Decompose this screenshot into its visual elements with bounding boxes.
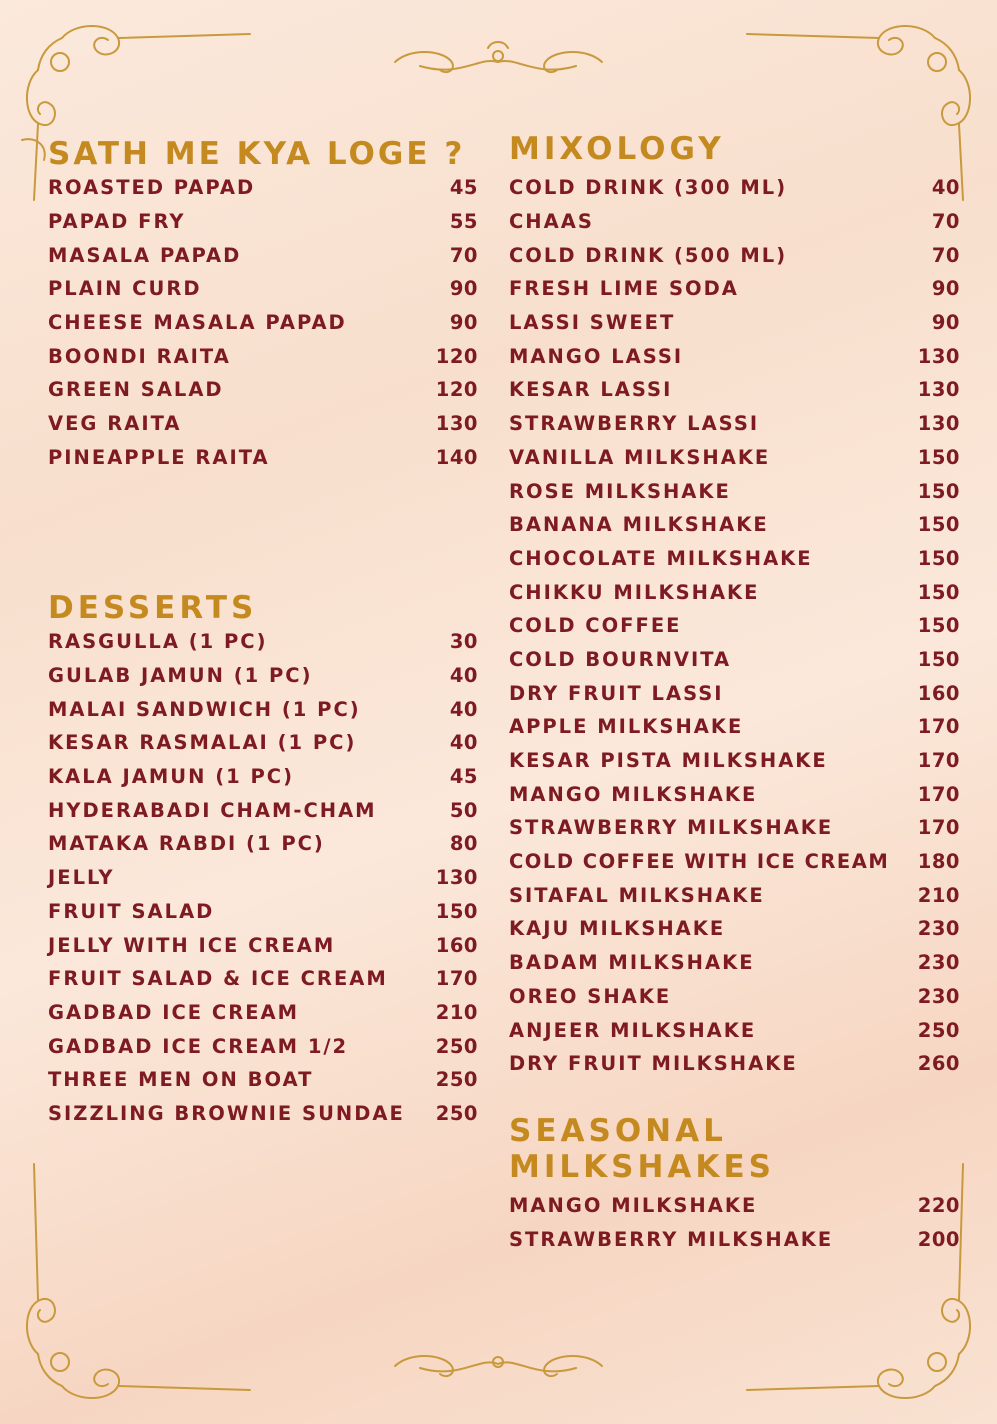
item-price: 120 [435,344,478,368]
item-name: MASALA PAPAD [48,243,242,267]
item-price: 70 [931,210,960,234]
menu-item [48,441,478,475]
item-name: CHIKKU MILKSHAKE [509,580,760,604]
sath-menu-list [48,171,478,474]
menu-item [48,962,478,996]
item-price: 150 [917,647,960,671]
menu-item [509,946,960,980]
menu-item [509,980,960,1014]
item-name: PINEAPPLE RAITA [48,445,270,469]
item-price: 70 [449,243,478,267]
item-price: 150 [435,899,478,923]
item-price: 170 [917,782,960,806]
menu-item [48,861,478,895]
bottom-center-flourish-icon [395,1356,602,1376]
item-name: MATAKA RABDI (1 PC) [48,832,325,856]
menu-item [509,407,960,441]
item-name: STRAWBERRY MILKSHAKE [509,816,834,840]
item-name: VEG RAITA [48,412,182,436]
menu-item [48,407,478,441]
menu-item [509,609,960,643]
section-title-seasonal [509,1113,775,1185]
item-name: STRAWBERRY MILKSHAKE [509,1228,834,1252]
menu-item [48,827,478,861]
item-price: 170 [917,816,960,840]
item-price: 40 [449,664,478,688]
item-name: MANGO LASSI [509,344,684,368]
menu-item [509,306,960,340]
menu-item [48,760,478,794]
item-price: 170 [917,715,960,739]
menu-item [509,508,960,542]
menu-item [48,1063,478,1097]
menu-item [48,692,478,726]
item-name: RASGULLA (1 PC) [48,630,268,654]
item-price: 210 [435,1000,478,1024]
item-name: APPLE MILKSHAKE [509,715,744,739]
item-name: MANGO MILKSHAKE [509,782,758,806]
item-name: GULAB JAMUN (1 PC) [48,664,313,688]
item-price: 150 [917,546,960,570]
menu-item [509,1189,960,1223]
item-name: KALA JAMUN (1 PC) [48,765,294,789]
item-name: CHEESE MASALA PAPAD [48,311,347,335]
item-price: 55 [449,210,478,234]
menu-item [509,339,960,373]
item-price: 90 [931,311,960,335]
menu-item [509,205,960,239]
item-price: 70 [931,243,960,267]
item-price: 45 [449,176,478,200]
item-name: LASSI SWEET [509,311,676,335]
item-price: 220 [917,1194,960,1218]
item-name: STRAWBERRY LASSI [509,412,760,436]
item-name: GADBAD ICE CREAM [48,1000,300,1024]
menu-item [48,205,478,239]
menu-item [48,272,478,306]
item-name: ANJEER MILKSHAKE [509,1018,757,1042]
item-name: THREE MEN ON BOAT [48,1068,314,1092]
item-name: BOONDI RAITA [48,344,231,368]
menu-item [509,474,960,508]
desserts-menu-list [48,625,478,1130]
menu-item [48,171,478,205]
menu-item [509,575,960,609]
item-price: 150 [917,580,960,604]
menu-item [509,811,960,845]
menu-item [48,793,478,827]
item-price: 90 [449,277,478,301]
item-price: 40 [931,176,960,200]
item-name: BANANA MILKSHAKE [509,513,769,537]
item-price: 230 [917,951,960,975]
item-price: 150 [917,614,960,638]
item-price: 150 [917,513,960,537]
item-name: VANILLA MILKSHAKE [509,445,771,469]
item-price: 160 [917,681,960,705]
menu-item [509,710,960,744]
mixology-menu-list [509,171,960,1081]
item-name: ROASTED PAPAD [48,176,256,200]
item-price: 260 [917,1052,960,1076]
item-price: 150 [917,445,960,469]
menu-item [509,744,960,778]
item-price: 230 [917,984,960,1008]
menu-item [509,171,960,205]
menu-item [509,1047,960,1081]
section-title-desserts: DESSERTS [48,590,258,626]
item-price: 160 [435,933,478,957]
section-title-mixology: MIXOLOGY [509,131,725,167]
item-price: 50 [449,798,478,822]
menu-item [509,777,960,811]
item-name: FRUIT SALAD & ICE CREAM [48,967,388,991]
menu-item [509,845,960,879]
menu-item [48,625,478,659]
menu-item [509,238,960,272]
item-name: MALAI SANDWICH (1 PC) [48,697,361,721]
menu-item [509,542,960,576]
menu-item [509,912,960,946]
item-price: 250 [435,1101,478,1125]
menu-item [48,659,478,693]
item-price: 230 [917,917,960,941]
item-name: ROSE MILKSHAKE [509,479,731,503]
item-name: COLD DRINK (500 ML) [509,243,788,267]
section-title-sath: SATH ME KYA LOGE ? [48,136,466,172]
item-name: GADBAD ICE CREAM 1/2 [48,1034,349,1058]
menu-item [48,339,478,373]
item-name: FRESH LIME SODA [509,277,739,301]
item-price: 150 [917,479,960,503]
item-name: KESAR PISTA MILKSHAKE [509,749,828,773]
top-center-flourish-icon [395,42,602,72]
item-price: 130 [917,412,960,436]
menu-item [48,373,478,407]
item-name: PAPAD FRY [48,210,186,234]
menu-item [48,996,478,1030]
item-name: DRY FRUIT LASSI [509,681,724,705]
item-name: BADAM MILKSHAKE [509,951,755,975]
item-name: OREO SHAKE [509,984,672,1008]
item-name: PLAIN CURD [48,277,202,301]
item-name: MANGO MILKSHAKE [509,1194,758,1218]
item-name: KAJU MILKSHAKE [509,917,726,941]
item-price: 130 [435,412,478,436]
menu-item [48,1029,478,1063]
item-price: 250 [917,1018,960,1042]
item-price: 140 [435,445,478,469]
menu-item [509,373,960,407]
item-price: 210 [917,883,960,907]
item-price: 90 [449,311,478,335]
item-name: DRY FRUIT MILKSHAKE [509,1052,798,1076]
item-price: 80 [449,832,478,856]
item-name: COLD COFFEE [509,614,682,638]
item-price: 200 [917,1228,960,1252]
item-price: 180 [917,850,960,874]
item-name: GREEN SALAD [48,378,224,402]
item-name: JELLY [48,866,115,890]
item-name: SITAFAL MILKSHAKE [509,883,765,907]
menu-item [509,441,960,475]
item-name: CHAAS [509,210,594,234]
item-price: 40 [449,731,478,755]
item-name: CHOCOLATE MILKSHAKE [509,546,813,570]
menu-item [48,895,478,929]
item-price: 90 [931,277,960,301]
menu-item [48,306,478,340]
item-price: 45 [449,765,478,789]
item-price: 250 [435,1034,478,1058]
menu-item [509,676,960,710]
item-name: KESAR LASSI [509,378,673,402]
corner-flourish-icon [27,1164,250,1398]
item-price: 120 [435,378,478,402]
item-name: SIZZLING BROWNIE SUNDAE [48,1101,405,1125]
item-price: 170 [917,749,960,773]
menu-item [509,272,960,306]
item-price: 30 [449,630,478,654]
item-name: COLD BOURNVITA [509,647,732,671]
menu-item [509,1223,960,1257]
menu-item [48,1097,478,1131]
item-name: COLD DRINK (300 ML) [509,176,788,200]
item-price: 170 [435,967,478,991]
item-name: JELLY WITH ICE CREAM [48,933,336,957]
item-price: 130 [917,344,960,368]
menu-item [509,1013,960,1047]
item-name: KESAR RASMALAI (1 PC) [48,731,357,755]
item-name: FRUIT SALAD [48,899,215,923]
section-title-seasonal-line1: SEASONAL [509,1113,727,1149]
item-price: 130 [435,866,478,890]
item-price: 250 [435,1068,478,1092]
menu-item [48,238,478,272]
seasonal-menu-list [509,1189,960,1256]
menu-item [509,643,960,677]
section-title-seasonal-line2: MILKSHAKES [509,1149,775,1185]
item-price: 40 [449,697,478,721]
menu-item [48,726,478,760]
item-name: COLD COFFEE WITH ICE CREAM [509,850,890,874]
item-name: HYDERABADI CHAM-CHAM [48,798,377,822]
item-price: 130 [917,378,960,402]
menu-item [509,878,960,912]
menu-item [48,928,478,962]
